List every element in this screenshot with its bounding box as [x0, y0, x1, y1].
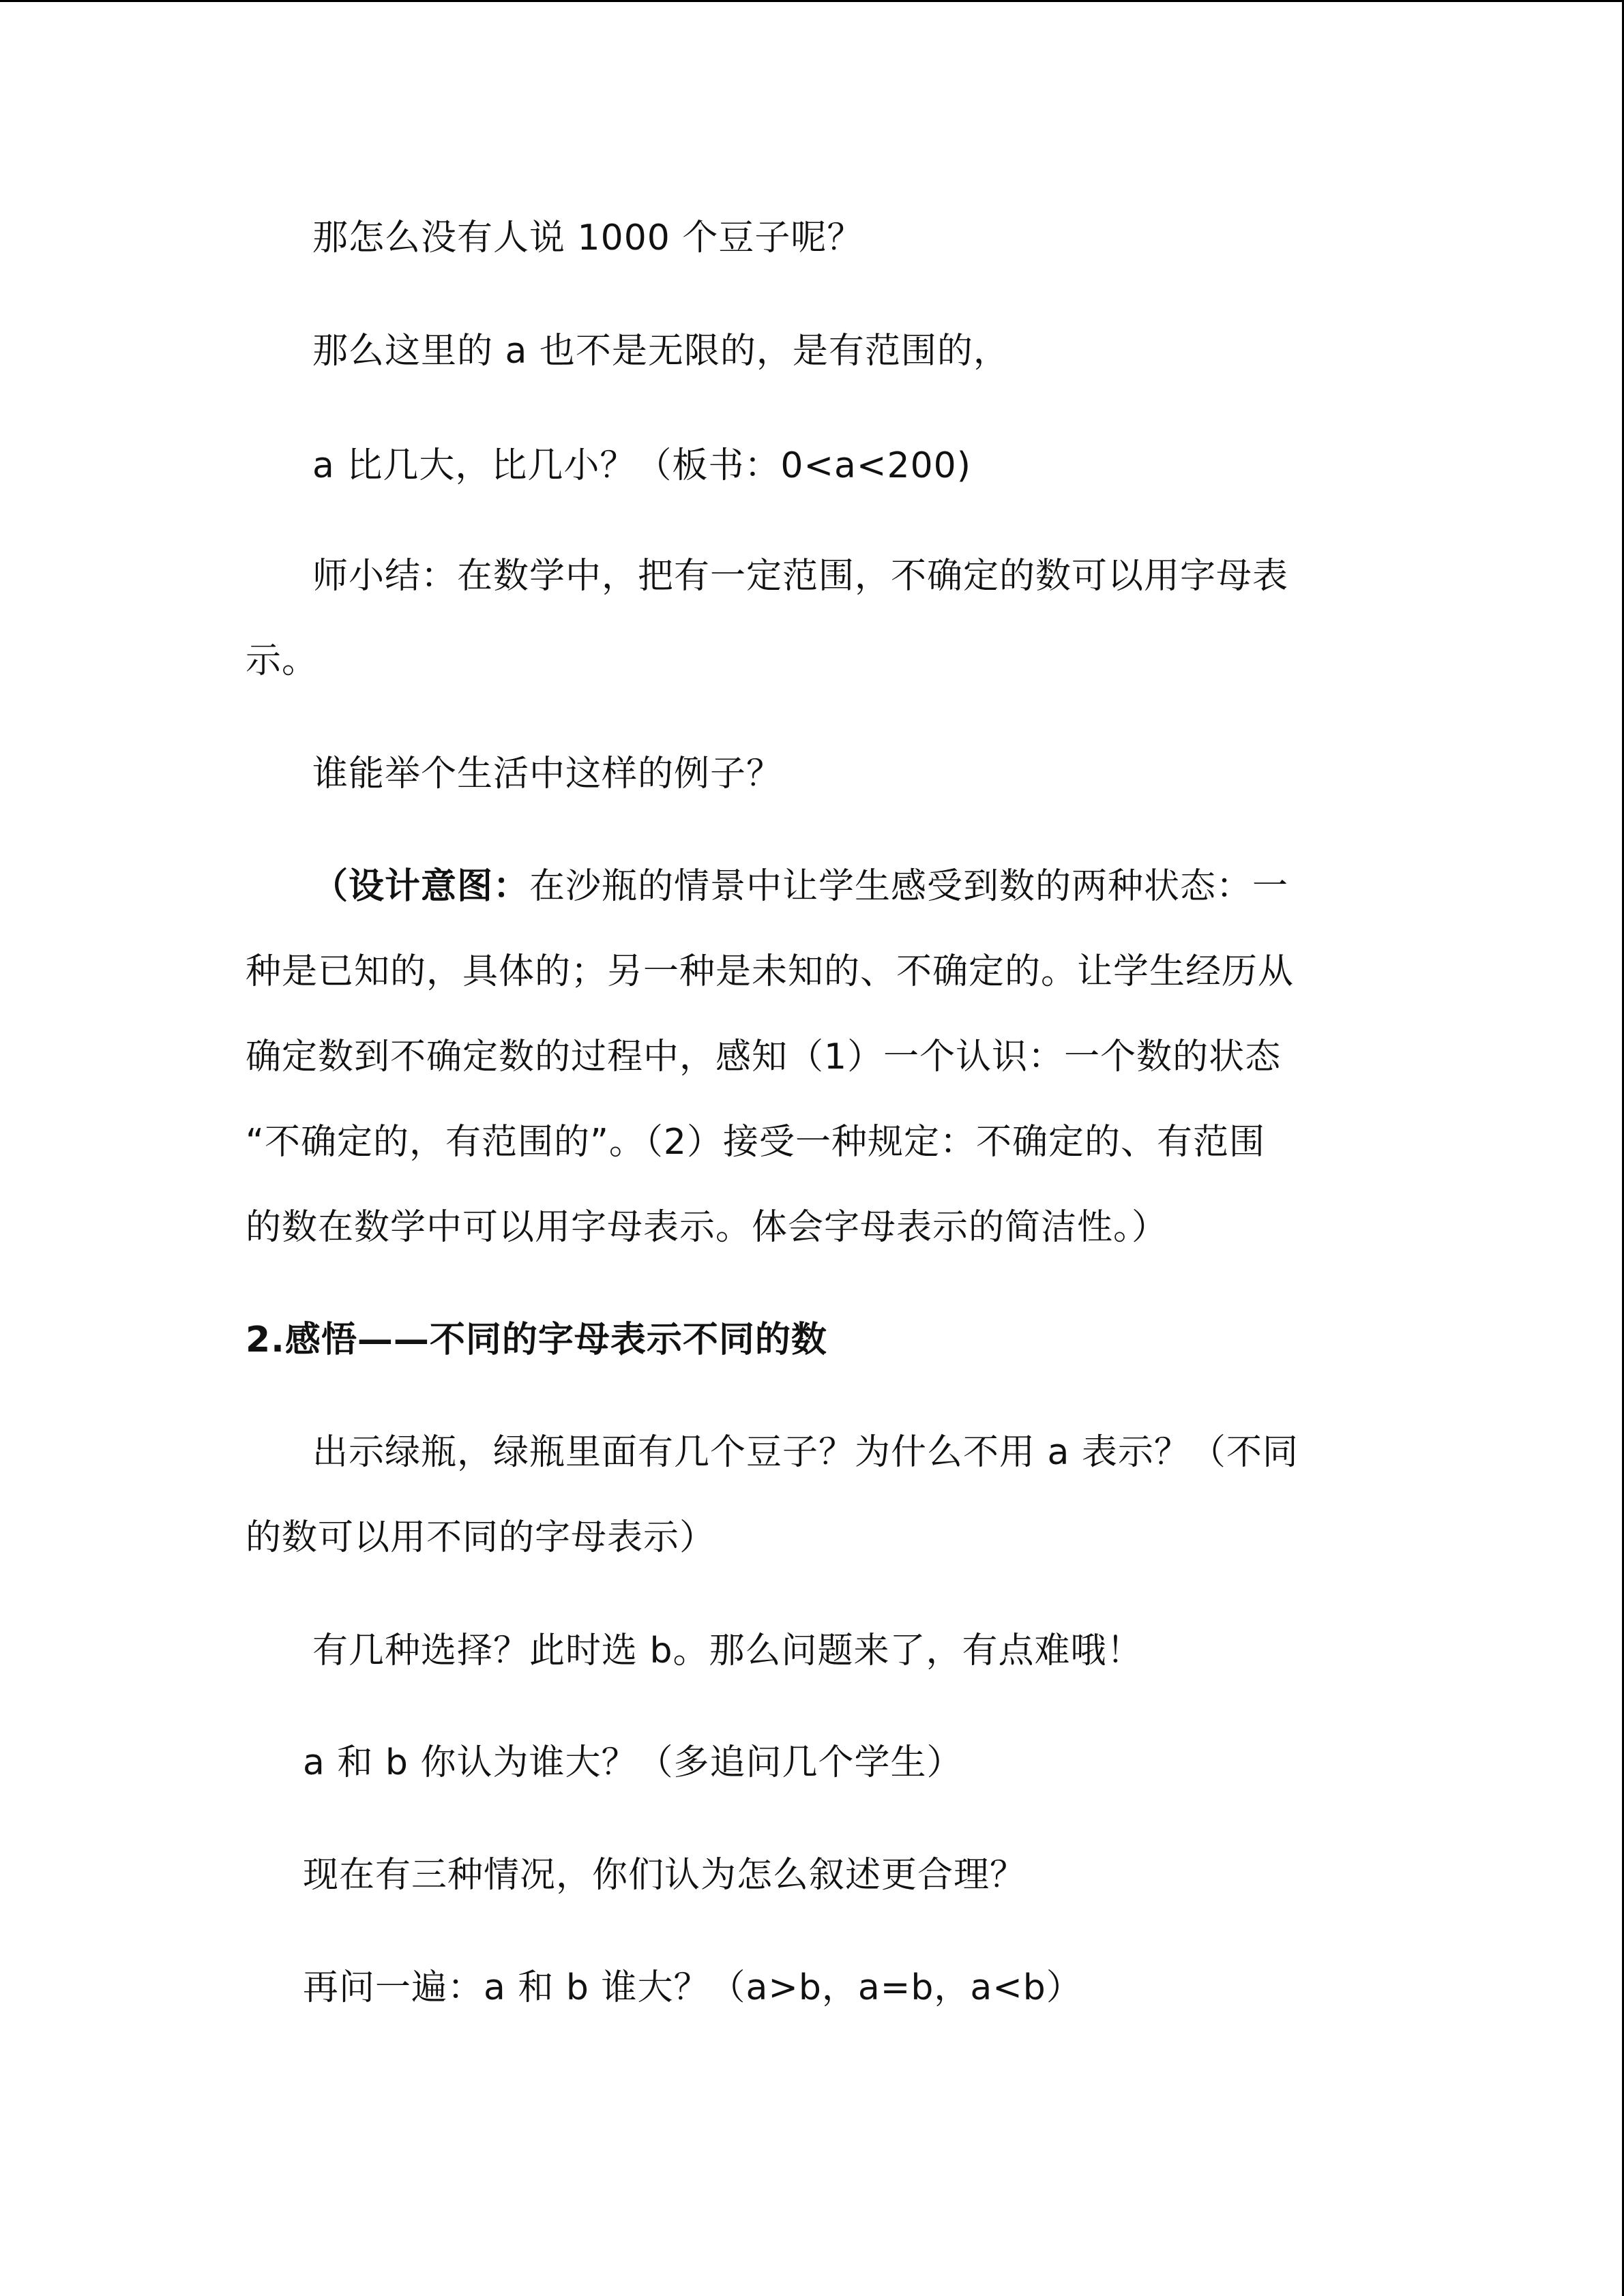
paragraph-line-7: 出示绿瓶，绿瓶里面有几个豆子？为什么不用 a 表示？（不同 [312, 1432, 1299, 1473]
paragraph-line-10: a 和 b 你认为谁大？（多追问几个学生） [303, 1742, 963, 1783]
paragraph-line-9: 有几种选择？此时选 b。那么问题来了，有点难哦！ [312, 1630, 1143, 1671]
paragraph-line-11: 现在有三种情况，你们认为怎么叙述更合理？ [303, 1855, 1027, 1896]
design-intent-line-3: 确定数到不确定数的过程中，感知（1）一个认识：一个数的状态 [246, 1037, 1282, 1077]
paragraph-line-12: 再问一遍：a 和 b 谁大？（a>b，a=b，a<b） [303, 1967, 1082, 2008]
paragraph-line-1: 那怎么没有人说 1000 个豆子呢？ [312, 218, 863, 258]
design-intent-line-1 [312, 863, 1288, 910]
design-intent-line-4: “不确定的，有范围的”。（2）接受一种规定：不确定的、有范围 [246, 1122, 1265, 1163]
paragraph-line-5: 示。 [246, 640, 319, 681]
design-intent-line-2: 种是已知的，具体的；另一种是未知的、不确定的。让学生经历从 [246, 951, 1295, 992]
paragraph-line-4: 师小结：在数学中，把有一定范围，不确定的数可以用字母表 [312, 556, 1289, 597]
section-heading: 2.感悟——不同的字母表示不同的数 [246, 1320, 827, 1360]
design-intent-line-5: 的数在数学中可以用字母表示。体会字母表示的简洁性。） [246, 1207, 1168, 1248]
paragraph-line-3: a 比几大，比几小？（板书：0<a<200) [312, 445, 972, 486]
paragraph-line-6: 谁能举个生活中这样的例子？ [312, 754, 783, 794]
design-intent-text: 在沙瓶的情景中让学生感受到数的两种状态：一 [529, 866, 1289, 907]
design-intent-label: （设计意图： [312, 866, 530, 907]
paragraph-line-8: 的数可以用不同的字母表示） [246, 1517, 716, 1558]
paragraph-line-2: 那么这里的 a 也不是无限的，是有范围的， [312, 331, 1009, 372]
page-top-border [0, 0, 1624, 2]
